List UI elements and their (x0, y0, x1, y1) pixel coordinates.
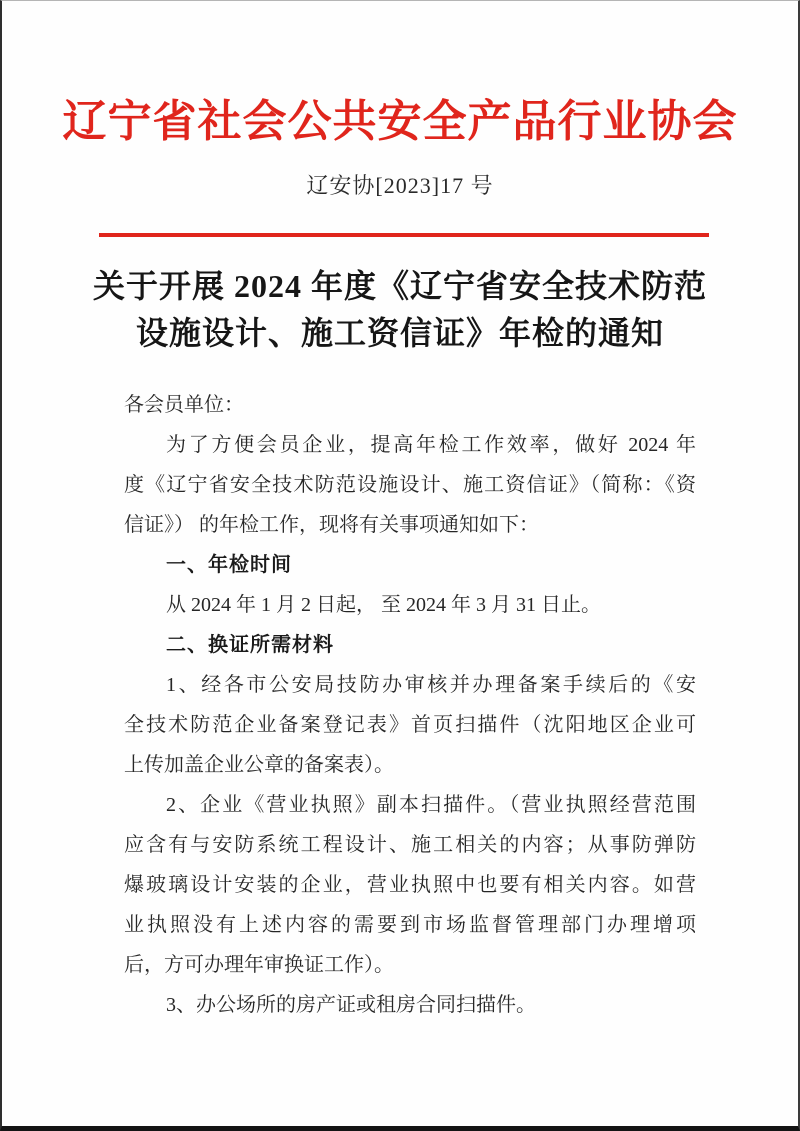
document-number: 辽安协[2023]17 号 (306, 173, 494, 198)
item2-line-3: 爆玻璃设计安装的企业，营业执照中也要有相关内容。如营 (124, 874, 696, 896)
section2-heading: 二、换证所需材料 (166, 634, 334, 656)
intro-line-3: 信证》） 的年检工作，现将有关事项通知如下： (124, 514, 539, 536)
section1-heading: 一、年检时间 (166, 554, 292, 576)
item2-line-5: 后，方可办理年审换证工作）。 (124, 954, 394, 976)
item1-line-3: 上传加盖企业公章的备案表）。 (124, 754, 394, 776)
notice-body (124, 385, 696, 1025)
org-letterhead-title: 辽宁省社会公共安全产品行业协会 (62, 97, 738, 146)
notice-title (2, 263, 798, 357)
notice-title-line2: 设施设计、施工资信证》年检的通知 (135, 315, 664, 351)
item1-line-2: 全技术防范企业备案登记表》首页扫描件（沈阳地区企业可 (124, 714, 696, 736)
intro-line-2: 度《辽宁省安全技术防范设施设计、施工资信证》（简称：《资 (124, 474, 696, 496)
salutation: 各会员单位： (124, 394, 244, 416)
item1-line-1: 1、经各市公安局技防办审核并办理备案手续后的《安 (166, 674, 696, 696)
letterhead-divider-rule (99, 233, 709, 237)
item2-line-1: 2、企业《营业执照》副本扫描件。（营业执照经营范围 (166, 794, 696, 816)
item2-line-2: 应含有与安防系统工程设计、施工相关的内容；从事防弹防 (124, 834, 696, 856)
item2-line-4: 业执照没有上述内容的需要到市场监督管理部门办理增项 (124, 914, 696, 936)
intro-line-1: 为了方便会员企业，提高年检工作效率，做好 2024 年 (166, 434, 696, 456)
item3-line-1: 3、办公场所的房产证或租房合同扫描件。 (166, 994, 536, 1016)
section1-text: 从 2024 年 1 月 2 日起， 至 2024 年 3 月 31 日止。 (166, 594, 601, 616)
notice-title-line1: 关于开展 2024 年度《辽宁省安全技术防范 (92, 268, 707, 304)
